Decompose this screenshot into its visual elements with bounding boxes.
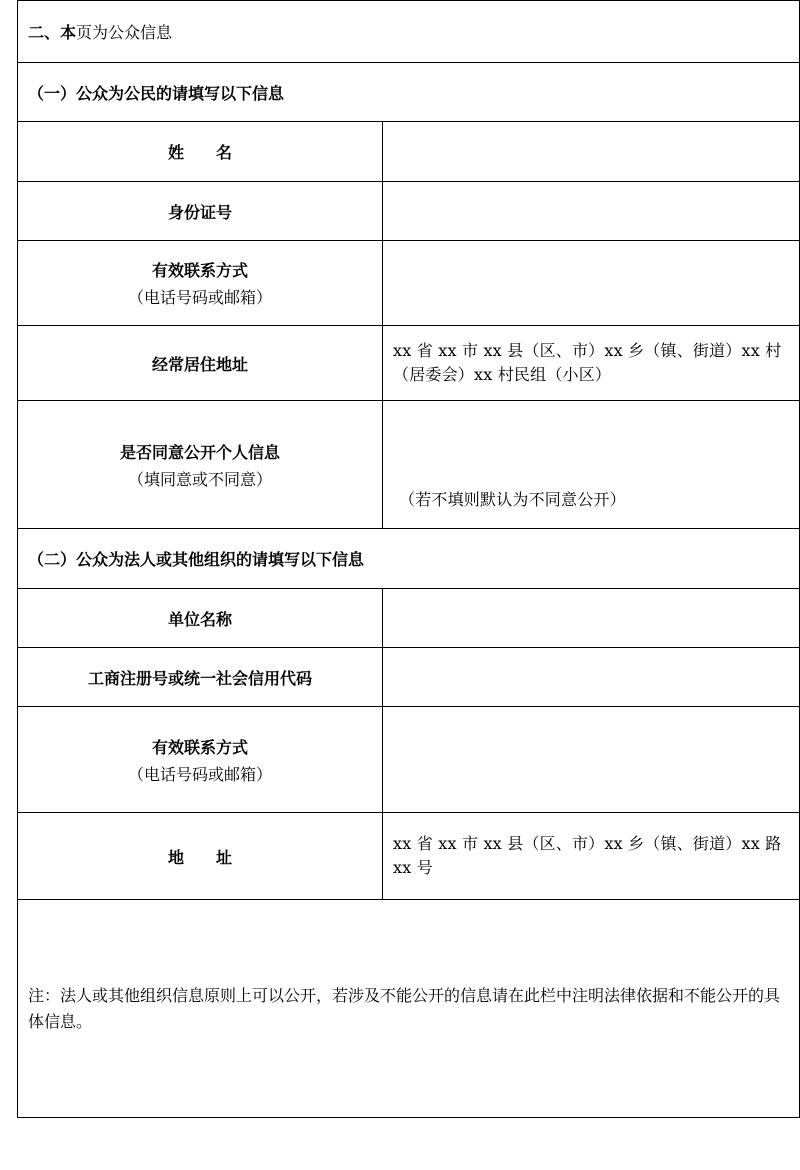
citizen-contact-label-cell	[18, 241, 383, 326]
citizen-contact-row	[18, 241, 800, 326]
org-address-label: 地 址	[18, 813, 383, 900]
org-address-field[interactable]: xx 省 xx 市 xx 县（区、市）xx 乡（镇、街道）xx 路 xx 号	[383, 813, 800, 900]
citizen-consent-hint: （若不填则默认为不同意公开）	[399, 490, 626, 509]
citizen-address-field[interactable]: xx 省 xx 市 xx 县（区、市）xx 乡（镇、街道）xx 村（居委会）xx 村民组（小区）	[383, 326, 800, 401]
note-row	[18, 900, 800, 1118]
org-unit-field[interactable]	[383, 589, 800, 648]
org-reg-label: 工商注册号或统一社会信用代码	[18, 648, 383, 707]
section-title-rest: 页为公众信息	[76, 23, 173, 42]
org-header-row	[18, 529, 800, 589]
citizen-header: （一）公众为公民的请填写以下信息	[18, 63, 800, 122]
org-contact-row	[18, 707, 800, 813]
citizen-header-row	[18, 63, 800, 122]
org-contact-label-cell	[18, 707, 383, 813]
public-info-form	[17, 0, 800, 1118]
org-unit-label: 单位名称	[18, 589, 383, 648]
org-reg-field[interactable]	[383, 648, 800, 707]
citizen-consent-sublabel: （填同意或不同意）	[127, 469, 272, 489]
org-reg-row	[18, 648, 800, 707]
citizen-id-label: 身份证号	[18, 182, 383, 241]
org-unit-row	[18, 589, 800, 648]
citizen-address-row	[18, 326, 800, 401]
citizen-id-field[interactable]	[383, 182, 800, 241]
org-contact-field[interactable]	[383, 707, 800, 813]
citizen-contact-field[interactable]	[383, 241, 800, 326]
org-address-row	[18, 813, 800, 900]
note-field[interactable]: 注：法人或其他组织信息原则上可以公开，若涉及不能公开的信息请在此栏中注明法律依据和不能公开的具体信息。	[18, 900, 800, 1118]
org-header: （二）公众为法人或其他组织的请填写以下信息	[18, 529, 800, 589]
section-title-row	[18, 1, 800, 63]
citizen-consent-row	[18, 401, 800, 529]
citizen-consent-label-cell	[18, 401, 383, 529]
citizen-id-row	[18, 182, 800, 241]
citizen-contact-sublabel: （电话号码或邮箱）	[127, 288, 272, 307]
citizen-contact-label: 有效联系方式	[151, 261, 248, 280]
citizen-name-row	[18, 122, 800, 182]
citizen-address-label: 经常居住地址	[18, 326, 383, 401]
citizen-name-label: 姓 名	[18, 122, 383, 182]
section-title-prefix: 二、本	[28, 23, 77, 42]
org-contact-label: 有效联系方式	[151, 737, 248, 757]
section-title	[18, 1, 800, 63]
citizen-consent-field[interactable]	[383, 401, 800, 529]
org-contact-sublabel: （电话号码或邮箱）	[127, 764, 272, 784]
citizen-name-field[interactable]	[383, 122, 800, 182]
citizen-consent-label: 是否同意公开个人信息	[119, 442, 280, 462]
